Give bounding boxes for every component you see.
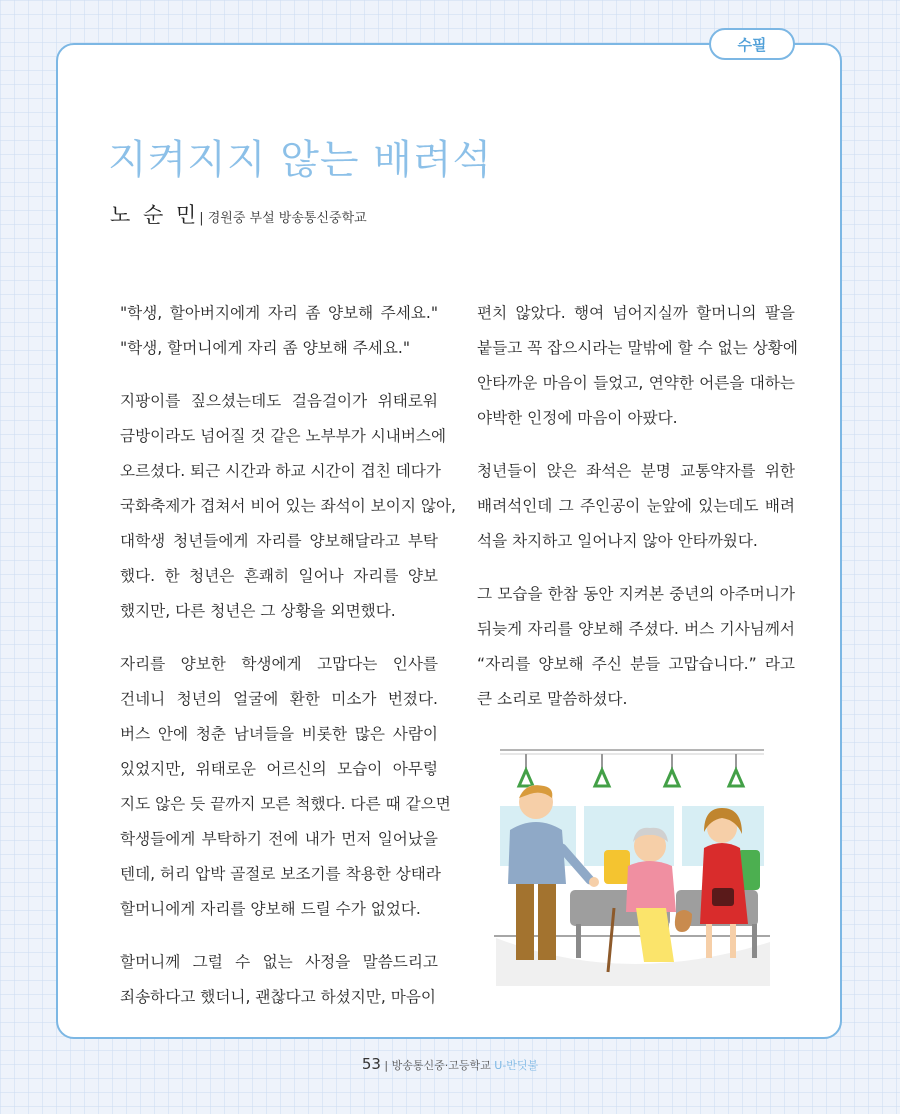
text-line: 청년들이 앉은 좌석은 분명 교통약자를 위한 [477, 462, 795, 480]
article-title: 지켜지지 않는 배려석 [108, 137, 493, 183]
text-line: 지도 않은 듯 끝까지 모른 척했다. 다른 때 같으면 [120, 795, 451, 813]
paragraph [465, 454, 795, 559]
text-line: 안타까운 마음이 들었고, 연약한 어른을 대하는 [477, 374, 795, 392]
page-footer [0, 1055, 900, 1073]
text-line: 뒤늦게 자리를 양보해 주셨다. 버스 기사님께서 [477, 620, 795, 638]
bus-passengers-illustration [486, 738, 776, 986]
text-column-left [108, 296, 456, 1033]
text-line: 죄송하다고 했더니, 괜찮다고 하셨지만, 마음이 [120, 988, 436, 1006]
text-line: 그 모습을 한참 동안 지켜본 중년의 아주머니가 [477, 585, 795, 603]
text-line: 금방이라도 넘어질 것 같은 노부부가 시내버스에 [120, 427, 447, 445]
text-line: 했다. 한 청년은 흔쾌히 일어나 자리를 양보 [120, 567, 438, 585]
text-line: 야박한 인정에 마음이 아팠다. [477, 409, 678, 427]
text-line: 했지만, 다른 청년은 그 상황을 외면했다. [120, 602, 396, 620]
text-line: “자리를 양보해 주신 분들 고맙습니다.” 라고 [477, 655, 795, 673]
text-line: 붙들고 꼭 잡으시라는 말밖에 할 수 없는 상황에 [477, 339, 798, 357]
text-line: 지팡이를 짚으셨는데도 걸음걸이가 위태로워 [120, 392, 438, 410]
hand-strap-icon [519, 754, 743, 786]
paragraph [465, 577, 795, 717]
text-line: 편치 않았다. 행여 넘어지실까 할머니의 팔을 [477, 304, 795, 322]
text-line: 국화축제가 겹쳐서 비어 있는 좌석이 보이지 않아, [120, 497, 456, 515]
text-line: 석을 차지하고 일어나지 않아 안타까웠다. [477, 532, 758, 550]
author-name: 노 순 민 [110, 203, 200, 227]
text-line: 대학생 청년들에게 자리를 양보해달라고 부탁 [120, 532, 438, 550]
page-number: 53 [361, 1055, 381, 1073]
paragraph [108, 945, 438, 1015]
author-line [110, 199, 367, 229]
paragraph [108, 296, 438, 366]
text-column-right [465, 296, 798, 735]
footer-separator: | [380, 1059, 392, 1072]
text-line: 할머니께 그럴 수 없는 사정을 말씀드리고 [120, 953, 438, 971]
text-line: "학생, 할머니에게 자리 좀 양보해 주세요." [120, 339, 411, 357]
text-line: "학생, 할아버지에게 자리 좀 양보해 주세요." [120, 304, 438, 322]
section-tag: 수필 [709, 28, 795, 60]
text-line: 건네니 청년의 얼굴에 환한 미소가 번졌다. [120, 690, 438, 708]
text-line: 오르셨다. 퇴근 시간과 하교 시간이 겹친 데다가 [120, 462, 441, 480]
author-affiliation: | 경원중 부설 방송통신중학교 [199, 211, 367, 226]
paragraph [465, 296, 798, 436]
paragraph [108, 647, 451, 927]
text-line: 큰 소리로 말씀하셨다. [477, 690, 628, 708]
text-line: 할머니에게 자리를 양보해 드릴 수가 없었다. [120, 900, 421, 918]
text-line: 텐데, 허리 압박 골절로 보조기를 착용한 상태라 [120, 865, 441, 883]
text-line: 있었지만, 위태로운 어르신의 모습이 아무렇 [120, 760, 438, 778]
text-line: 학생들에게 부탁하기 전에 내가 먼저 일어났을 [120, 830, 438, 848]
paragraph [108, 384, 456, 629]
text-line: 배려석인데 그 주인공이 눈앞에 있는데도 배려 [477, 497, 795, 515]
text-line: 자리를 양보한 학생에게 고맙다는 인사를 [120, 655, 438, 673]
brand-name: U-반딧불 [494, 1059, 539, 1072]
text-line: 버스 안에 청춘 남녀들을 비롯한 많은 사람이 [120, 725, 438, 743]
publication-name: 방송통신중·고등학교 [391, 1059, 495, 1072]
